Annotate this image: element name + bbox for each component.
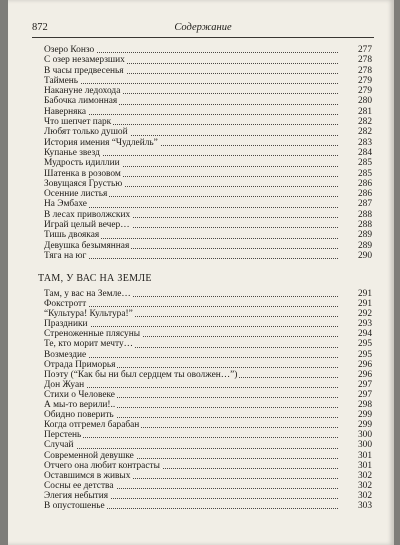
toc-entry (38, 66, 372, 76)
toc-entry-page: 297 (352, 380, 372, 390)
toc-entry-page: 297 (352, 390, 372, 400)
toc-entry (38, 241, 372, 251)
toc-entry-page: 285 (352, 169, 372, 179)
toc-entry-title: Таймень (44, 75, 79, 86)
toc-entry-page: 301 (352, 461, 372, 471)
toc-entry-title: Когда отгремел барабан (44, 420, 140, 431)
toc-entry (38, 96, 372, 106)
toc-entry-page: 285 (352, 158, 372, 168)
section-title: ТАМ, У ВАС НА ЗЕМЛЕ (38, 273, 152, 284)
toc-entry-title: Дон Жуан (44, 379, 85, 390)
toc-entry (38, 420, 372, 430)
toc-entry-title: Играй целый вечер… (44, 220, 130, 231)
toc-entry-title: Обидно поверить (44, 410, 114, 421)
toc-entry-page: 278 (352, 55, 372, 65)
toc-entry (38, 169, 372, 179)
toc-entry-page: 282 (352, 127, 372, 137)
toc-entry-title: Там, у вас на Земле… (44, 289, 131, 299)
toc-entry (38, 430, 372, 440)
toc-entry-page: 282 (352, 117, 372, 127)
toc-entry-title: Перстень (44, 430, 82, 441)
toc-entry-page: 298 (352, 400, 372, 410)
dot-leader (44, 357, 338, 358)
toc-entry-page: 300 (352, 430, 372, 440)
toc-entry-title: Озеро Конзо (44, 45, 95, 55)
toc-entry (38, 138, 372, 148)
toc-entry (38, 299, 372, 309)
toc-entry (38, 471, 372, 481)
toc-entry-page: 287 (352, 199, 372, 209)
toc-entry-page: 286 (352, 189, 372, 199)
toc-entry-title: Элегия небытия (44, 490, 109, 501)
toc-entry (38, 199, 372, 209)
toc-entry (38, 360, 372, 370)
toc-entry-title: Те, кто морит мечту… (44, 339, 134, 350)
dot-leader (44, 387, 338, 388)
toc-entry-title: А мы-то верили!.. (44, 400, 116, 411)
toc-entry-title: Бабочка лимонная (44, 96, 118, 107)
toc-entry-page: 280 (352, 96, 372, 106)
toc-entry-title: Стихи о Человеке (44, 389, 115, 400)
toc-entry-page: 286 (352, 179, 372, 189)
toc-entry (38, 127, 372, 137)
toc-entry (38, 210, 372, 220)
toc-entry-page: 293 (352, 319, 372, 329)
toc-entry-page: 302 (352, 471, 372, 481)
toc-entry-title: Наверняка (44, 106, 87, 117)
toc-entry (38, 410, 372, 420)
toc-entry (38, 501, 372, 511)
toc-entry-title: Стреноженные плясуны (44, 329, 141, 340)
toc-entry-page: 296 (352, 360, 372, 370)
toc-entry-page: 299 (352, 420, 372, 430)
header-rule (32, 37, 374, 38)
toc-entry (38, 451, 372, 461)
toc-entry-page: 288 (352, 210, 372, 220)
dot-leader (44, 437, 338, 438)
toc-entry-page: 278 (352, 66, 372, 76)
toc-entry (38, 329, 372, 339)
toc-entry-page: 302 (352, 491, 372, 501)
toc-entry (38, 45, 372, 55)
toc-entry (38, 350, 372, 360)
toc-entry (38, 251, 372, 261)
toc-entry (38, 491, 372, 501)
toc-entry (38, 117, 372, 127)
toc-entry (38, 230, 372, 240)
dot-leader (44, 258, 338, 259)
toc-entry-page: 292 (352, 309, 372, 319)
toc-entry-title: Любят только душой (44, 127, 128, 138)
toc-entry-page: 301 (352, 451, 372, 461)
toc-entry-title: Шатенка в розовом (44, 168, 121, 179)
toc-entry-page: 303 (352, 501, 372, 511)
toc-entry-page: 291 (352, 299, 372, 309)
toc-entry (38, 461, 372, 471)
dot-leader (44, 306, 338, 307)
page-number: 872 (32, 22, 48, 33)
toc-entry-title: На Эмбахе (44, 199, 87, 210)
toc-entry-title: Что шепчет парк (44, 117, 112, 128)
toc-entry (38, 55, 372, 65)
toc-entry-title: Зовущаяся Грустью (44, 178, 123, 189)
toc-entry (38, 339, 372, 349)
toc-entry (38, 400, 372, 410)
toc-entry-title: Отчего она любит контрасты (44, 460, 160, 471)
toc-entry-title: Сосны ее детства (44, 480, 114, 491)
toc-entry-page: 294 (352, 329, 372, 339)
toc-entry-page: 295 (352, 339, 372, 349)
toc-entry (38, 148, 372, 158)
toc-entry (38, 189, 372, 199)
book-page (8, 0, 394, 545)
toc-entry-title: “Культура! Культура!” (44, 309, 133, 320)
toc-entry (38, 158, 372, 168)
running-head: Содержание (174, 22, 232, 33)
toc-entry (38, 440, 372, 450)
toc-entry-title: Тишь двоякая (44, 230, 100, 241)
toc-entry-page: 288 (352, 220, 372, 230)
toc-entry (38, 86, 372, 96)
toc-entry-page: 283 (352, 138, 372, 148)
toc-entry-title: Поэту (“Как бы ни был сердцем ты оволжен…”) (44, 369, 238, 380)
toc-entry-title: Случай (44, 440, 74, 451)
toc-entry-title: Возмездие (44, 349, 87, 360)
toc-entry (38, 289, 372, 299)
page-header (32, 22, 374, 38)
toc-entry-title: Накануне ледохода (44, 86, 121, 97)
toc-entry-title: История имения “Чудлейль” (44, 137, 158, 148)
toc-entry-page: 289 (352, 230, 372, 240)
toc-entry-page: 281 (352, 107, 372, 117)
toc-entry-page: 291 (352, 289, 372, 299)
toc-entry-title: Купанье звезд (44, 147, 100, 158)
toc-entry (38, 390, 372, 400)
toc-entry-page: 289 (352, 241, 372, 251)
toc-entry-page: 300 (352, 440, 372, 450)
toc-entry-page: 277 (352, 45, 372, 55)
toc-entry (38, 380, 372, 390)
toc-entry-title: Фокстротт (44, 299, 87, 310)
toc-entry (38, 107, 372, 117)
toc-list-first (38, 45, 372, 261)
toc-entry-title: С озер незамерзших (44, 55, 125, 66)
toc-entry-title: Девушка безымянная (44, 240, 130, 251)
toc-entry-title: Современной девушке (44, 450, 134, 461)
toc-entry-title: В лесах приволжских (44, 209, 131, 220)
toc-entry-title: Праздники (44, 319, 88, 330)
toc-entry-title: Оставшимся в живых (44, 470, 131, 481)
toc-entry-title: В опустошенье (44, 500, 105, 511)
toc-entry (38, 309, 372, 319)
toc-entry (38, 76, 372, 86)
dot-leader (44, 448, 338, 449)
toc-list-second (38, 289, 372, 511)
toc-entry (38, 220, 372, 230)
toc-entry-title: Осенние листья (44, 189, 108, 200)
toc-entry (38, 179, 372, 189)
toc-entry-page: 295 (352, 350, 372, 360)
toc-entry-page: 279 (352, 86, 372, 96)
toc-entry-page: 279 (352, 76, 372, 86)
dot-leader (44, 83, 338, 84)
toc-entry (38, 319, 372, 329)
toc-entry-title: В часы предвесенья (44, 65, 124, 76)
toc-entry-page: 299 (352, 410, 372, 420)
toc-entry (38, 370, 372, 380)
toc-entry-page: 284 (352, 148, 372, 158)
toc-entry-title: Отрада Приморья (44, 359, 116, 370)
toc-entry-title: Тяга на юг (44, 250, 87, 261)
dot-leader (44, 114, 338, 115)
toc-entry (38, 481, 372, 491)
toc-entry-page: 290 (352, 251, 372, 261)
toc-entry-page: 302 (352, 481, 372, 491)
toc-entry-page: 296 (352, 370, 372, 380)
toc-entry-title: Мудрость идиллии (44, 158, 120, 169)
